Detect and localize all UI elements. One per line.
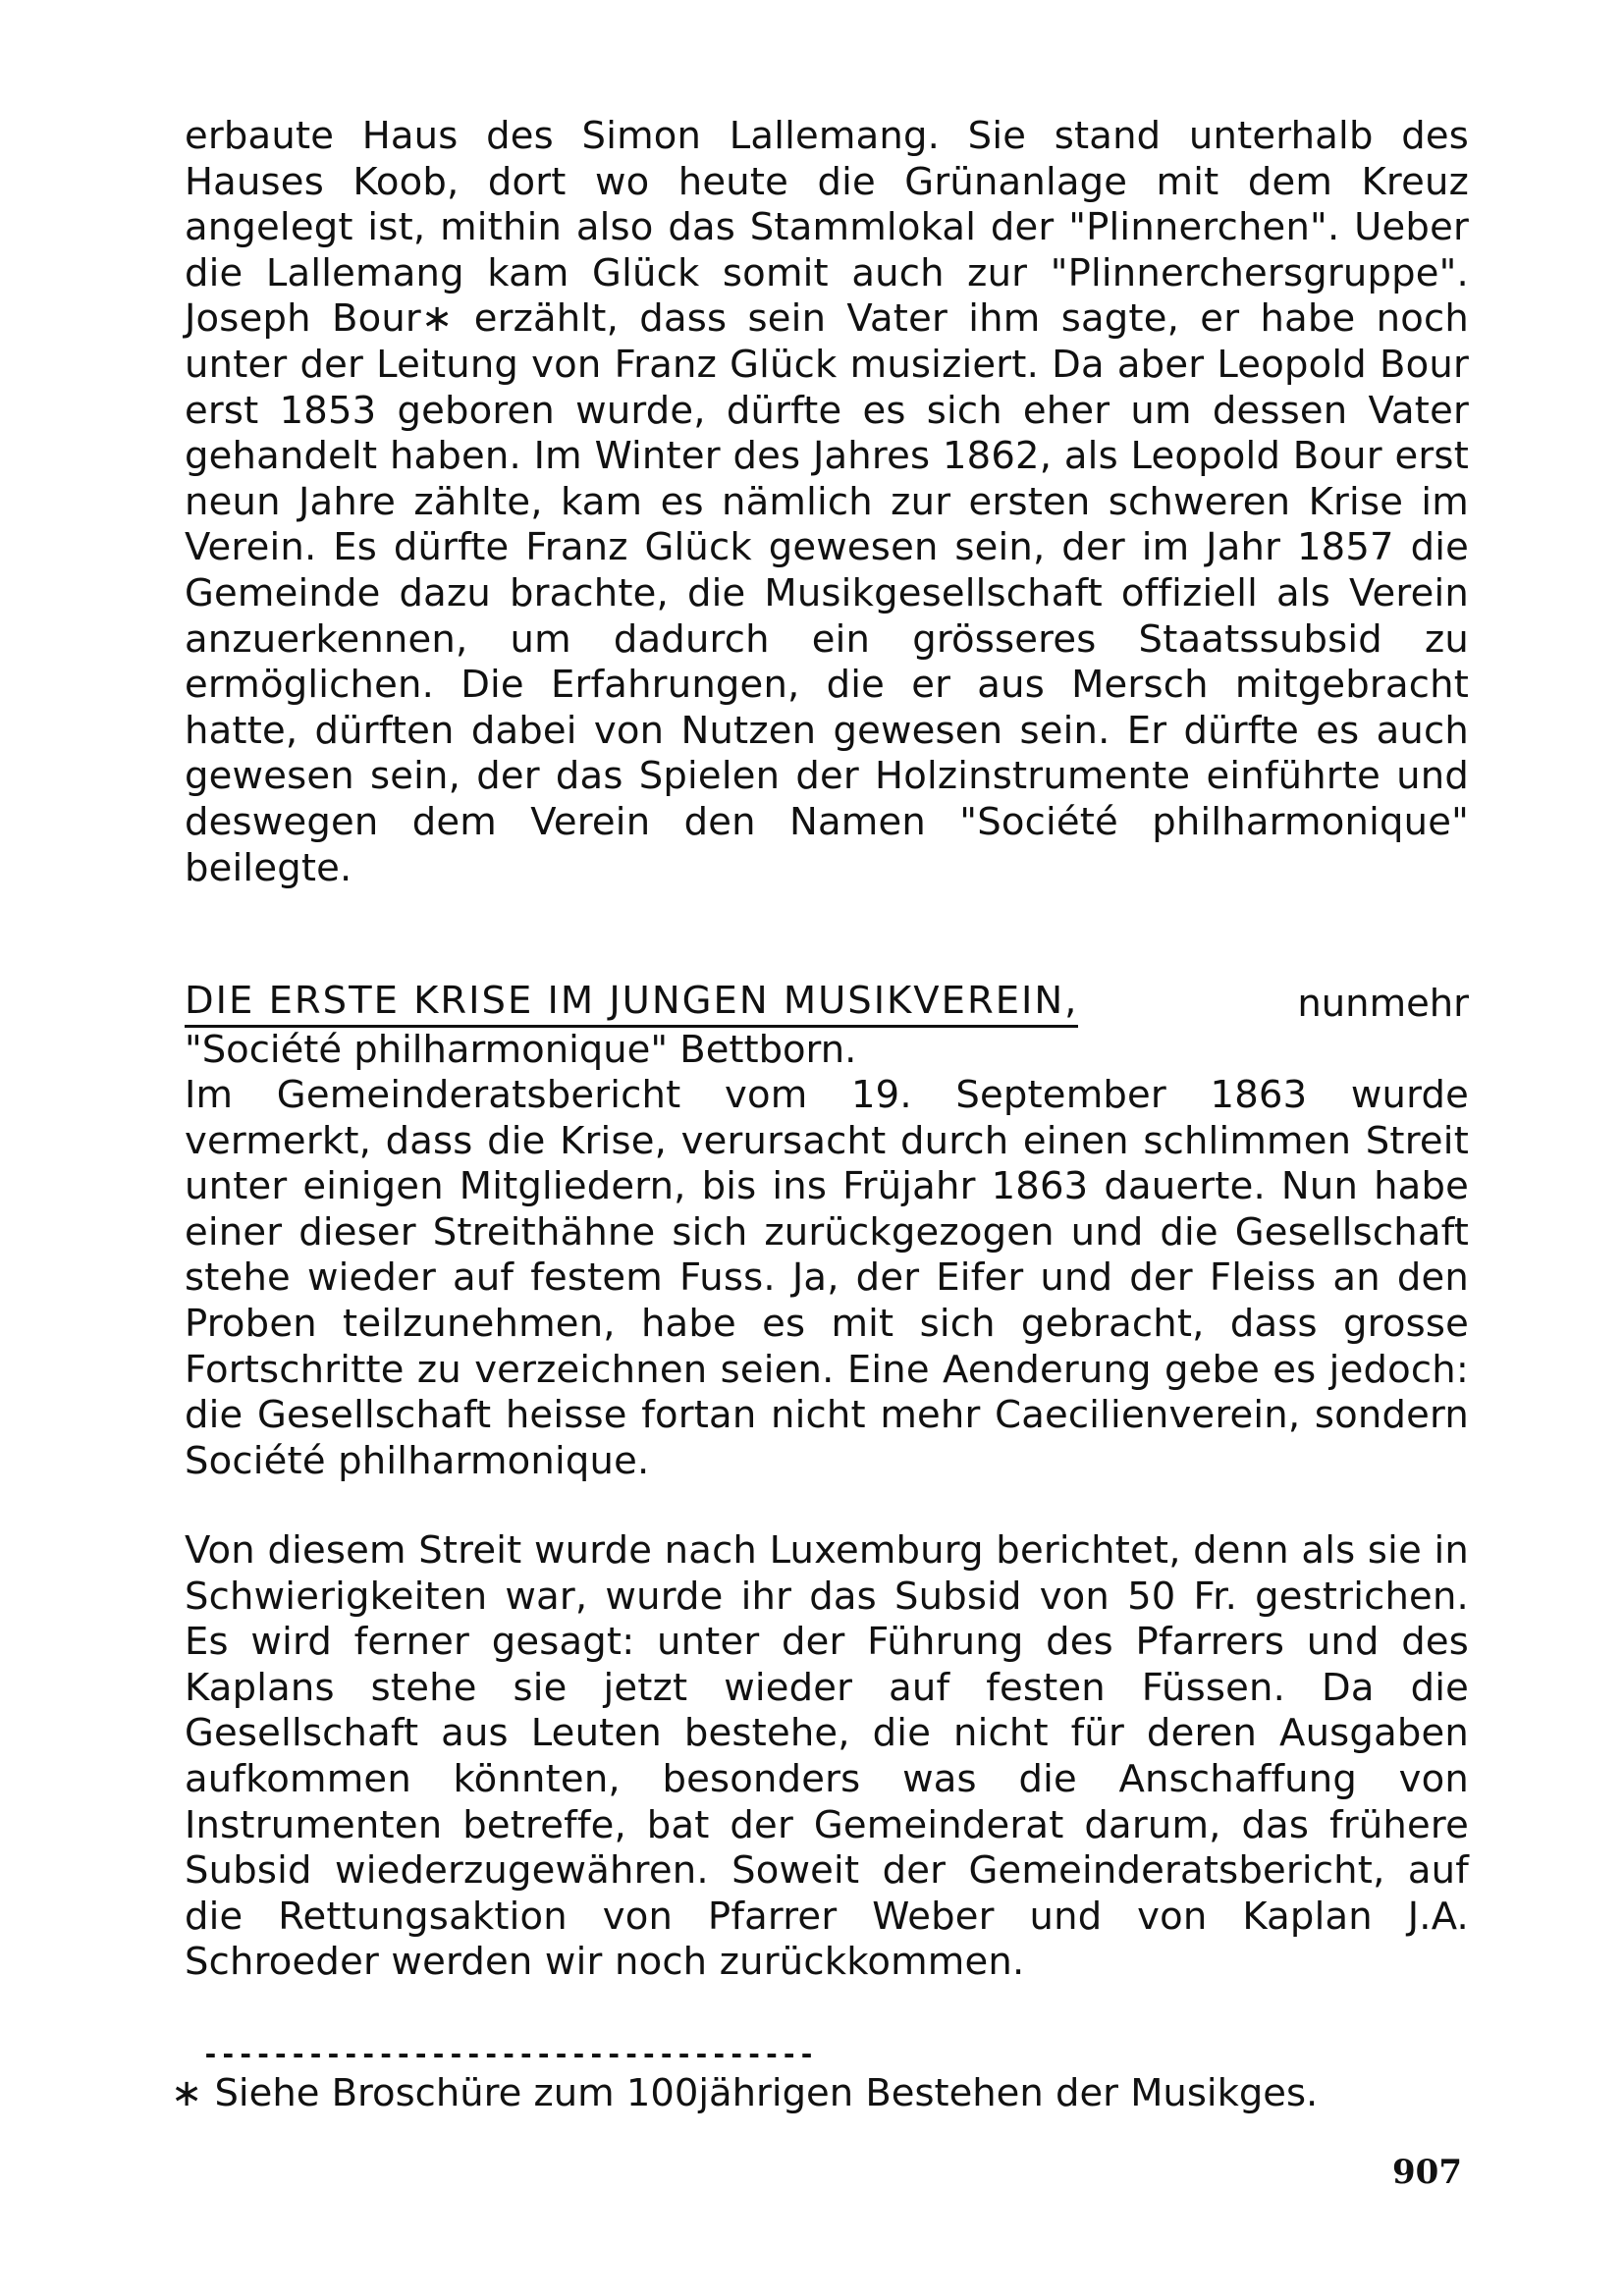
paragraph-intro: erbaute Haus des Simon Lallemang. Sie stand unterhalb des Hauses Koob, dort wo heute die Grünanlage mit dem Kreuz angelegt ist, mithin also das Stammlokal der "Plinnerchen". Ueber die Lallemang kam Glück somit auch zur "Plinnerchersgruppe". Joseph Bour∗ erzählt, dass sein Vater ihm sagte, er habe noch unter der Leitung von Franz Glück musiziert. Da aber Leopold Bour erst 1853 geboren wurde, dürfte es sich eher um dessen Vater gehandelt haben. Im Winter des Jahres 1862, als Leopold Bour erst neun Jahre zählte, kam es nämlich zur ersten schweren Krise im Verein. Es dürfte Franz Glück gewesen sein, der im Jahr 1857 die Gemeinde dazu brachte, die Musikgesellschaft offiziell als Verein anzuerkennen, um dadurch ein grösseres Staatssubsid zu ermöglichen. Die Erfahrungen, die er aus Mersch mitgebracht hatte, dürften dabei von Nutzen gewesen sein. Er dürfte es auch gewesen sein, der das Spielen der Holzinstrumente einführte und deswegen dem Verein den Namen "Société philharmonique" beilegte. <box>185 114 1469 890</box>
section-heading-line <box>185 979 1469 1028</box>
paragraph-report: Von diesem Streit wurde nach Luxemburg berichtet, denn als sie in Schwierigkeiten war, wurde ihr das Subsid von 50 Fr. gestrichen. Es wird ferner gesagt: unter der Führung des Pfarrers und des Kaplans stehe sie jetzt wieder auf festen Füssen. Da die Gesellschaft aus Leuten bestehe, die nicht für deren Ausgaben aufkommen könnten, besonders was die Anschaffung von Instrumenten betreffe, bat der Gemeinderat darum, das frühere Subsid wiederzugewähren. Soweit der Gemeinderatsbericht, auf die Rettungsaktion von Pfarrer Weber und von Kaplan J.A. Schroeder werden wir noch zurückkommen. <box>185 1528 1469 1985</box>
page-number: 907 <box>1392 2153 1462 2192</box>
section-heading <box>185 979 1469 1073</box>
paragraph-crisis: Im Gemeinderatsbericht vom 19. September 1863 wurde vermerkt, dass die Krise, verursacht durch einen schlimmen Streit unter einigen Mitgliedern, bis ins Früjahr 1863 dauerte. Nun habe einer dieser Streithähne sich zurückgezogen und die Gesellschaft stehe wieder auf festem Fuss. Ja, der Eifer und der Fleiss an den Proben teilzunehmen, habe es mit sich gebracht, dass grosse Fortschritte zu verzeichnen seien. Eine Aenderung gebe es jedoch: die Gesellschaft heisse fortan nicht mehr Caecilienverein, sondern Société philharmonique. <box>185 1073 1469 1483</box>
footnote-separator: ----------------------------------- <box>202 2038 817 2070</box>
footnote: ∗ Siehe Broschüre zum 100jährigen Bestehen der Musikges. <box>171 2071 1319 2115</box>
section-heading-title: DIE ERSTE KRISE IM JUNGEN MUSIKVEREIN, <box>185 982 1078 1028</box>
section-heading-trailing: nunmehr <box>1297 982 1469 1026</box>
section-heading-subtitle: "Société philharmonique" Bettborn. <box>185 1027 857 1072</box>
